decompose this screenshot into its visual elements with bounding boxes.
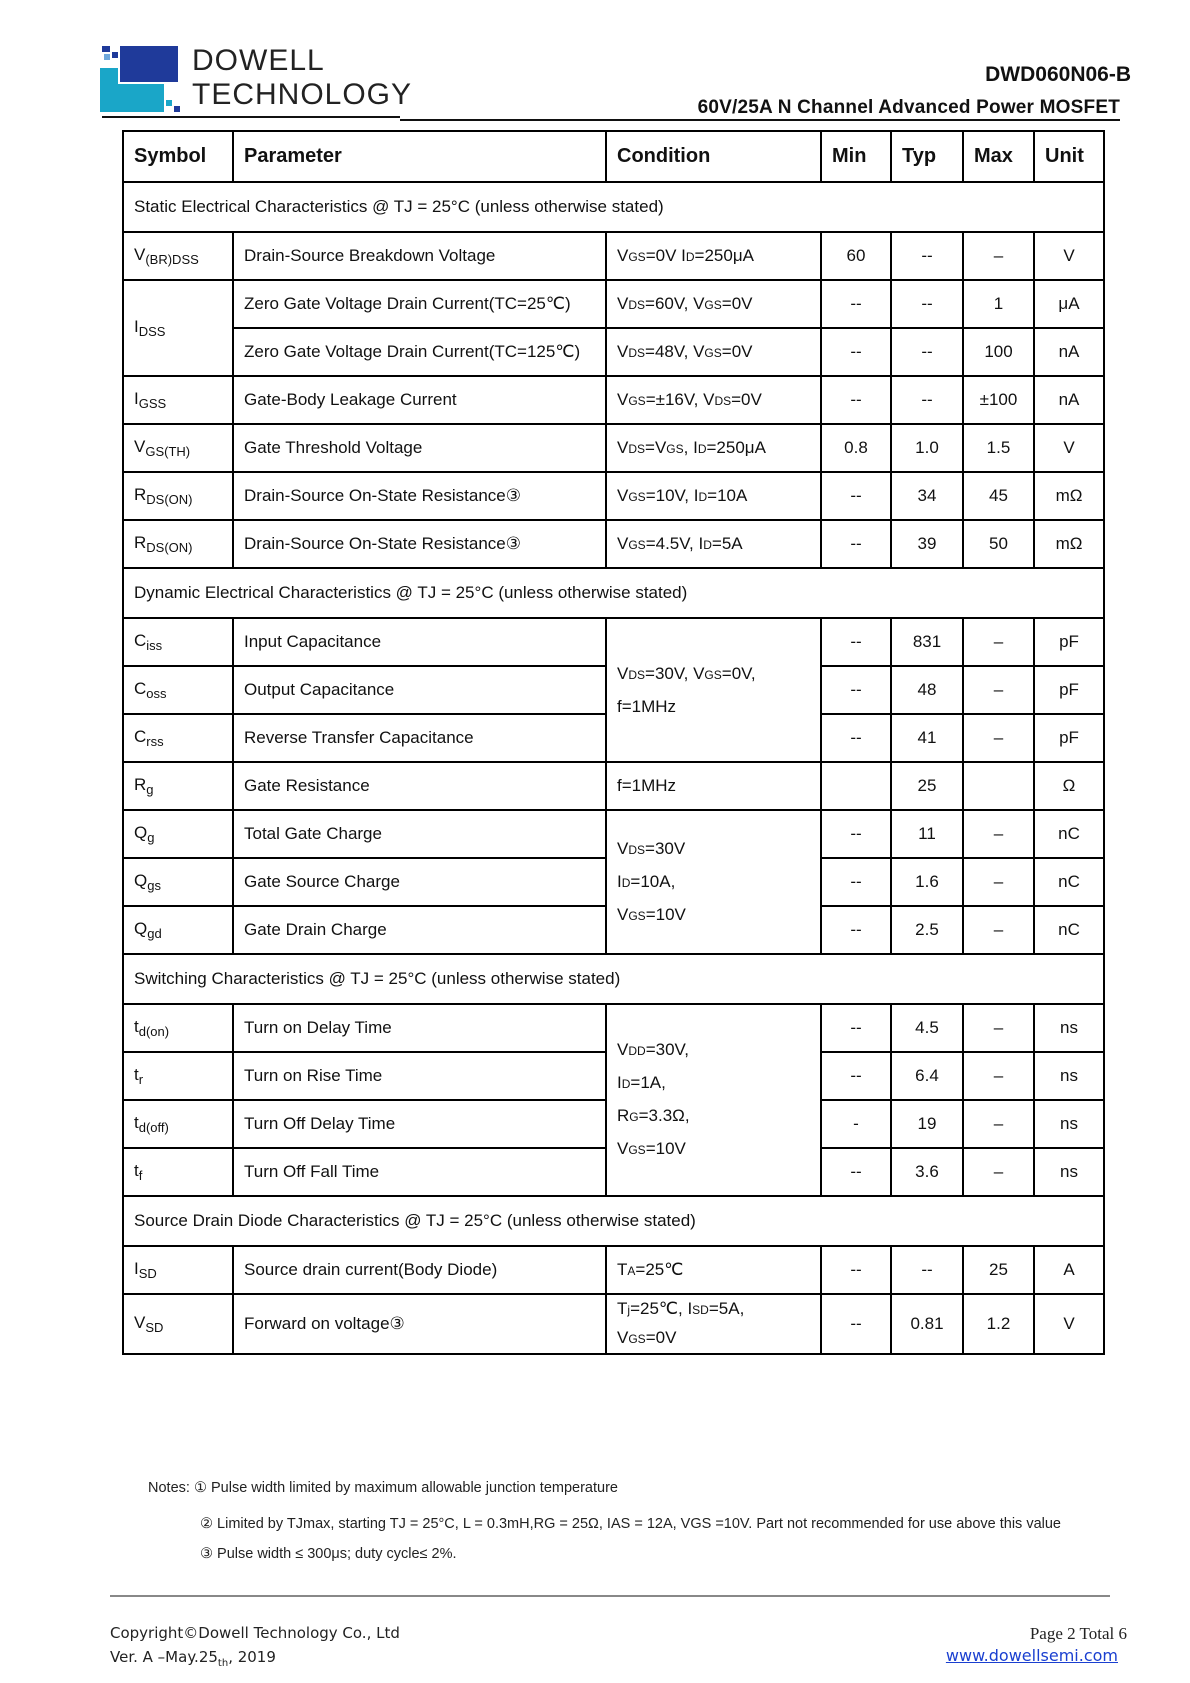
symbol-main: R: [134, 485, 147, 504]
typ-cell: 6.4: [891, 1052, 963, 1100]
symbol-cell: [123, 424, 233, 472]
unit-cell: nC: [1034, 906, 1104, 954]
parameter-cell: Forward on voltage③: [233, 1294, 606, 1354]
parameter-cell: Gate Threshold Voltage: [233, 424, 606, 472]
min-cell: --: [821, 328, 891, 376]
brand-name-line1: DOWELL: [192, 44, 325, 77]
parameter-cell: Turn Off Delay Time: [233, 1100, 606, 1148]
min-cell: --: [821, 810, 891, 858]
condition-cell: TA=25℃: [606, 1246, 821, 1294]
symbol-subscript: GSS: [138, 396, 167, 411]
table-row: [123, 424, 1104, 472]
table-row: [123, 328, 1104, 376]
typ-cell: 19: [891, 1100, 963, 1148]
unit-cell: mΩ: [1034, 472, 1104, 520]
company-logo: [100, 44, 413, 120]
unit-cell: pF: [1034, 618, 1104, 666]
min-cell: --: [821, 714, 891, 762]
symbol-main: Q: [134, 919, 148, 938]
symbol-subscript: d(off): [138, 1120, 169, 1135]
min-cell: --: [821, 906, 891, 954]
parameter-cell: Gate Drain Charge: [233, 906, 606, 954]
symbol-subscript: iss: [146, 638, 163, 653]
max-cell: 25: [963, 1246, 1034, 1294]
parameter-cell: Input Capacitance: [233, 618, 606, 666]
notes-label: Notes:: [148, 1480, 190, 1496]
symbol-main: t: [134, 1065, 139, 1084]
condition-cell: VDS=30V, VGS=0V, f=1MHz: [606, 618, 821, 762]
website-link[interactable]: www.dowellsemi.com: [945, 1646, 1118, 1665]
section-header-row: [123, 954, 1104, 1004]
parameter-cell: Turn Off Fall Time: [233, 1148, 606, 1196]
symbol-main: t: [134, 1161, 139, 1180]
typ-cell: 3.6: [891, 1148, 963, 1196]
column-header: Symbol: [123, 131, 233, 182]
logo-underline: [102, 116, 400, 118]
typ-cell: 2.5: [891, 906, 963, 954]
max-cell: 1.5: [963, 424, 1034, 472]
symbol-subscript: gs: [147, 878, 161, 893]
typ-cell: 1.0: [891, 424, 963, 472]
symbol-subscript: oss: [146, 686, 167, 701]
symbol-subscript: SD: [138, 1266, 157, 1281]
symbol-cell: [123, 714, 233, 762]
min-cell: --: [821, 1294, 891, 1354]
table-row: [123, 1294, 1104, 1354]
parameter-cell: Gate-Body Leakage Current: [233, 376, 606, 424]
parameter-cell: Source drain current(Body Diode): [233, 1246, 606, 1294]
typ-cell: --: [891, 280, 963, 328]
symbol-cell: [123, 1148, 233, 1196]
max-cell: –: [963, 1004, 1034, 1052]
symbol-cell: [123, 1004, 233, 1052]
max-cell: 45: [963, 472, 1034, 520]
min-cell: --: [821, 376, 891, 424]
parameter-cell: Turn on Delay Time: [233, 1004, 606, 1052]
section-header-row: [123, 568, 1104, 618]
typ-cell: --: [891, 1246, 963, 1294]
column-header: Unit: [1034, 131, 1104, 182]
symbol-subscript: DS(ON): [146, 540, 193, 555]
condition-cell: f=1MHz: [606, 762, 821, 810]
max-cell: [963, 762, 1034, 810]
typ-cell: 39: [891, 520, 963, 568]
section-header-row: [123, 1196, 1104, 1246]
copyright-text: Copyright©Dowell Technology Co., Ltd: [110, 1624, 400, 1642]
note-1: [148, 1480, 618, 1496]
table-row: [123, 1246, 1104, 1294]
table-header-row: [123, 131, 1104, 182]
symbol-cell: [123, 906, 233, 954]
max-cell: –: [963, 232, 1034, 280]
typ-cell: 41: [891, 714, 963, 762]
min-cell: --: [821, 1004, 891, 1052]
symbol-cell: [123, 280, 233, 376]
symbol-main: Q: [134, 871, 148, 890]
symbol-subscript: f: [138, 1168, 143, 1183]
unit-cell: V: [1034, 424, 1104, 472]
symbol-main: I: [134, 389, 139, 408]
max-cell: –: [963, 1100, 1034, 1148]
parameter-cell: Total Gate Charge: [233, 810, 606, 858]
symbol-cell: [123, 1294, 233, 1354]
table-row: [123, 618, 1104, 666]
symbol-main: V: [134, 437, 146, 456]
table-row: [123, 280, 1104, 328]
parameter-cell: Output Capacitance: [233, 666, 606, 714]
parameter-cell: Reverse Transfer Capacitance: [233, 714, 606, 762]
symbol-main: t: [134, 1113, 139, 1132]
unit-cell: A: [1034, 1246, 1104, 1294]
unit-cell: V: [1034, 1294, 1104, 1354]
symbol-main: R: [134, 533, 147, 552]
symbol-main: I: [134, 317, 139, 336]
max-cell: –: [963, 1148, 1034, 1196]
unit-cell: mΩ: [1034, 520, 1104, 568]
column-header: Condition: [606, 131, 821, 182]
symbol-subscript: d(on): [138, 1024, 170, 1039]
symbol-main: C: [134, 727, 147, 746]
logo-mark-icon: [100, 44, 190, 116]
min-cell: --: [821, 472, 891, 520]
min-cell: --: [821, 1246, 891, 1294]
parameter-cell: Drain-Source On-State Resistance③: [233, 472, 606, 520]
max-cell: –: [963, 906, 1034, 954]
table-row: [123, 376, 1104, 424]
typ-cell: 11: [891, 810, 963, 858]
typ-cell: 831: [891, 618, 963, 666]
table-row: [123, 520, 1104, 568]
symbol-subscript: GS(TH): [145, 444, 191, 459]
symbol-cell: [123, 232, 233, 280]
parameter-cell: Zero Gate Voltage Drain Current(TC=125℃): [233, 328, 606, 376]
min-cell: --: [821, 520, 891, 568]
symbol-subscript: r: [138, 1072, 144, 1087]
page-indicator: Page 2 Total 6: [1029, 1624, 1127, 1643]
condition-cell: VDS=60V, VGS=0V: [606, 280, 821, 328]
symbol-subscript: rss: [146, 734, 164, 749]
symbol-subscript: (BR)DSS: [145, 252, 199, 267]
min-cell: --: [821, 618, 891, 666]
symbol-main: Q: [134, 823, 148, 842]
unit-cell: ns: [1034, 1100, 1104, 1148]
column-header: Parameter: [233, 131, 606, 182]
section-title: Dynamic Electrical Characteristics @ TJ = 25°C (unless otherwise stated): [123, 568, 1104, 618]
unit-cell: nA: [1034, 328, 1104, 376]
unit-cell: ns: [1034, 1148, 1104, 1196]
symbol-cell: [123, 618, 233, 666]
symbol-main: t: [134, 1017, 139, 1036]
typ-cell: 25: [891, 762, 963, 810]
condition-cell: VGS=10V, ID=10A: [606, 472, 821, 520]
symbol-subscript: SD: [145, 1320, 164, 1335]
symbol-main: V: [134, 245, 146, 264]
note-3: ③ Pulse width ≤ 300μs; duty cycle≤ 2%.: [200, 1546, 457, 1562]
condition-cell: VGS=±16V, VDS=0V: [606, 376, 821, 424]
min-cell: --: [821, 666, 891, 714]
symbol-main: C: [134, 679, 147, 698]
symbol-cell: [123, 858, 233, 906]
condition-cell: VGS=4.5V, ID=5A: [606, 520, 821, 568]
max-cell: ±100: [963, 376, 1034, 424]
symbol-subscript: DS(ON): [146, 492, 193, 507]
unit-cell: μA: [1034, 280, 1104, 328]
min-cell: --: [821, 1052, 891, 1100]
symbol-main: C: [134, 631, 147, 650]
typ-cell: --: [891, 328, 963, 376]
unit-cell: V: [1034, 232, 1104, 280]
part-number: DWD060N06-B: [985, 63, 1131, 86]
table-row: [123, 232, 1104, 280]
unit-cell: pF: [1034, 714, 1104, 762]
symbol-cell: [123, 666, 233, 714]
condition-cell: Tj=25℃, ISD=5A, VGS=0V: [606, 1294, 821, 1354]
typ-cell: --: [891, 376, 963, 424]
min-cell: -: [821, 1100, 891, 1148]
parameter-cell: Turn on Rise Time: [233, 1052, 606, 1100]
column-header: Min: [821, 131, 891, 182]
unit-cell: pF: [1034, 666, 1104, 714]
condition-cell: VGS=0V ID=250μA: [606, 232, 821, 280]
min-cell: 0.8: [821, 424, 891, 472]
table-row: [123, 810, 1104, 858]
min-cell: [821, 762, 891, 810]
min-cell: 60: [821, 232, 891, 280]
document-subtitle: 60V/25A N Channel Advanced Power MOSFET: [697, 97, 1120, 118]
condition-cell: VDD=30V, ID=1A, RG=3.3Ω, VGS=10V: [606, 1004, 821, 1196]
symbol-cell: [123, 1100, 233, 1148]
unit-cell: nC: [1034, 858, 1104, 906]
unit-cell: Ω: [1034, 762, 1104, 810]
typ-cell: 1.6: [891, 858, 963, 906]
min-cell: --: [821, 280, 891, 328]
typ-cell: 48: [891, 666, 963, 714]
parameter-cell: Drain-Source On-State Resistance③: [233, 520, 606, 568]
typ-cell: 0.81: [891, 1294, 963, 1354]
unit-cell: ns: [1034, 1004, 1104, 1052]
parameter-cell: Zero Gate Voltage Drain Current(TC=25℃): [233, 280, 606, 328]
min-cell: --: [821, 858, 891, 906]
brand-name-line2: TECHNOLOGY: [192, 78, 413, 111]
max-cell: 1.2: [963, 1294, 1034, 1354]
typ-cell: --: [891, 232, 963, 280]
version-text: [110, 1648, 276, 1669]
table-row: [123, 472, 1104, 520]
condition-cell: VDS=30V ID=10A, VGS=10V: [606, 810, 821, 954]
symbol-cell: [123, 1246, 233, 1294]
column-header: Max: [963, 131, 1034, 182]
min-cell: --: [821, 1148, 891, 1196]
condition-cell: VDS=48V, VGS=0V: [606, 328, 821, 376]
symbol-main: R: [134, 775, 147, 794]
max-cell: 1: [963, 280, 1034, 328]
column-header: Typ: [891, 131, 963, 182]
symbol-main: I: [134, 1259, 139, 1278]
max-cell: 50: [963, 520, 1034, 568]
table-row: [123, 762, 1104, 810]
symbol-cell: [123, 1052, 233, 1100]
symbol-main: V: [134, 1313, 146, 1332]
footer-rule: [110, 1595, 1110, 1597]
table-row: [123, 1004, 1104, 1052]
typ-cell: 4.5: [891, 1004, 963, 1052]
symbol-cell: [123, 472, 233, 520]
section-header-row: [123, 182, 1104, 232]
electrical-characteristics-table: [122, 130, 1105, 1355]
symbol-cell: [123, 762, 233, 810]
section-title: Source Drain Diode Characteristics @ TJ = 25°C (unless otherwise stated): [123, 1196, 1104, 1246]
max-cell: –: [963, 858, 1034, 906]
symbol-subscript: g: [147, 830, 155, 845]
max-cell: –: [963, 618, 1034, 666]
unit-cell: ns: [1034, 1052, 1104, 1100]
max-cell: 100: [963, 328, 1034, 376]
typ-cell: 34: [891, 472, 963, 520]
max-cell: –: [963, 810, 1034, 858]
max-cell: –: [963, 666, 1034, 714]
note-1-text: ① Pulse width limited by maximum allowable junction temperature: [193, 1480, 618, 1496]
unit-cell: nA: [1034, 376, 1104, 424]
condition-cell: VDS=VGS, ID=250μA: [606, 424, 821, 472]
section-title: Switching Characteristics @ TJ = 25°C (unless otherwise stated): [123, 954, 1104, 1004]
max-cell: –: [963, 714, 1034, 762]
parameter-cell: Gate Resistance: [233, 762, 606, 810]
max-cell: –: [963, 1052, 1034, 1100]
symbol-subscript: DSS: [138, 324, 166, 339]
symbol-subscript: gd: [147, 926, 162, 941]
version-label: Ver. A $-May.25_{th}$, 2019: [110, 1648, 276, 1669]
unit-cell: nC: [1034, 810, 1104, 858]
section-title: Static Electrical Characteristics @ TJ = 25°C (unless otherwise stated): [123, 182, 1104, 232]
symbol-cell: [123, 376, 233, 424]
header-rule: [400, 119, 1120, 121]
parameter-cell: Drain-Source Breakdown Voltage: [233, 232, 606, 280]
symbol-cell: [123, 520, 233, 568]
symbol-cell: [123, 810, 233, 858]
parameter-cell: Gate Source Charge: [233, 858, 606, 906]
note-2: ② Limited by TJmax, starting TJ = 25°C, L = 0.3mH,RG = 25Ω, IAS = 12A, VGS =10V. Part not recommended for use above this value: [200, 1516, 1061, 1532]
table-body: [123, 182, 1104, 1354]
symbol-subscript: g: [146, 782, 154, 797]
